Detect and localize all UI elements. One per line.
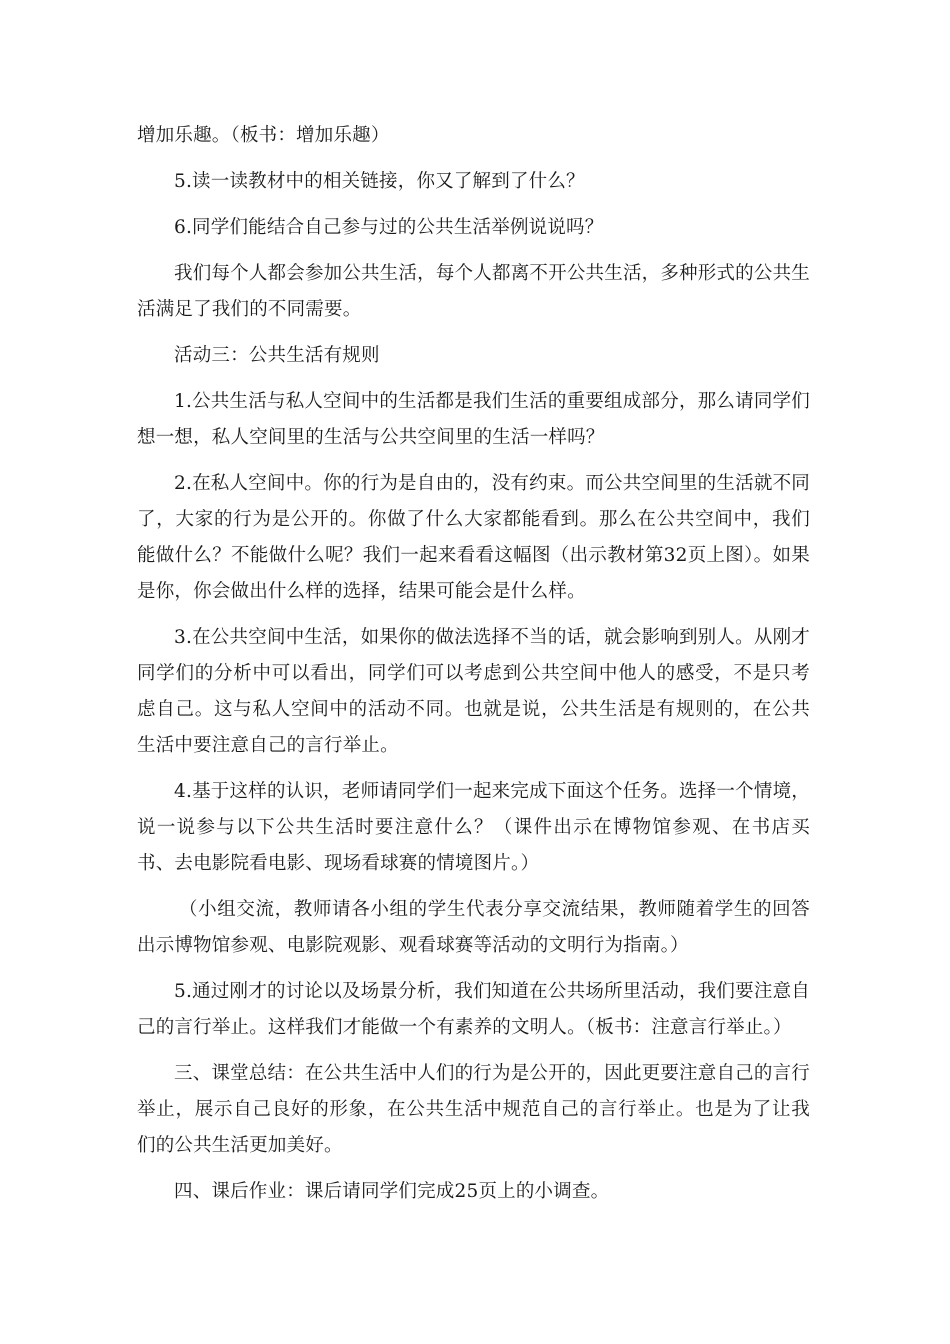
paragraph-summary-public-life: 我们每个人都会参加公共生活，每个人都离不开公共生活，多种形式的公共生活满足了我们的不同需要。: [137, 263, 810, 320]
paragraph-item-5: 5.通过刚才的讨论以及场景分析，我们知道在公共场所里活动，我们要注意自己的言行举止。这样我们才能做一个有素养的文明人。（板书：注意言行举止。）: [137, 981, 810, 1038]
paragraph-continuation: 增加乐趣。（板书：增加乐趣）: [137, 125, 390, 146]
paragraph-group-discussion: （小组交流，教师请各小组的学生代表分享交流结果，教师随着学生的回答出示博物馆参观、电影院观影、观看球赛等活动的文明行为指南。）: [137, 899, 810, 956]
paragraph-item-5-links: 5.读一读教材中的相关链接，你又了解到了什么？: [174, 171, 585, 192]
paragraph-item-6-examples: 6.同学们能结合自己参与过的公共生活举例说说吗？: [174, 217, 604, 238]
paragraph-item-2: 2.在私人空间中。你的行为是自由的，没有约束。而公共空间里的生活就不同了，大家的行为是公开的。你做了什么大家都能看到。那么在公共空间中，我们能做什么？不能做什么呢？我们一起来看看这幅图（出示教材第32页上图）。如果是你，你会做出什么样的选择，结果可能会是什么样。: [137, 473, 810, 602]
document-body: [137, 118, 810, 1220]
paragraph-item-3: 3.在公共空间中生活，如果你的做法选择不当的话，就会影响到别人。从刚才同学们的分析中可以看出，同学们可以考虑到公共空间中他人的感受，不是只考虑自己。这与私人空间中的活动不同。也就是说，公共生活是有规则的，在公共生活中要注意自己的言行举止。: [137, 627, 810, 756]
section-heading-activity-3: 活动三：公共生活有规则: [174, 345, 380, 366]
paragraph-homework: 四、课后作业：课后请同学们完成25页上的小调查。: [174, 1181, 610, 1202]
paragraph-class-summary: 三、课堂总结：在公共生活中人们的行为是公开的，因此更要注意自己的言行举止，展示自己良好的形象，在公共生活中规范自己的言行举止。也是为了让我们的公共生活更加美好。: [137, 1063, 810, 1156]
paragraph-item-1: 1.公共生活与私人空间中的生活都是我们生活的重要组成部分，那么请同学们想一想，私人空间里的生活与公共空间里的生活一样吗？: [137, 391, 810, 448]
paragraph-item-4: 4.基于这样的认识，老师请同学们一起来完成下面这个任务。选择一个情境，说一说参与以下公共生活时要注意什么？（课件出示在博物馆参观、在书店买书、去电影院看电影、现场看球赛的情境图片。）: [137, 781, 810, 874]
